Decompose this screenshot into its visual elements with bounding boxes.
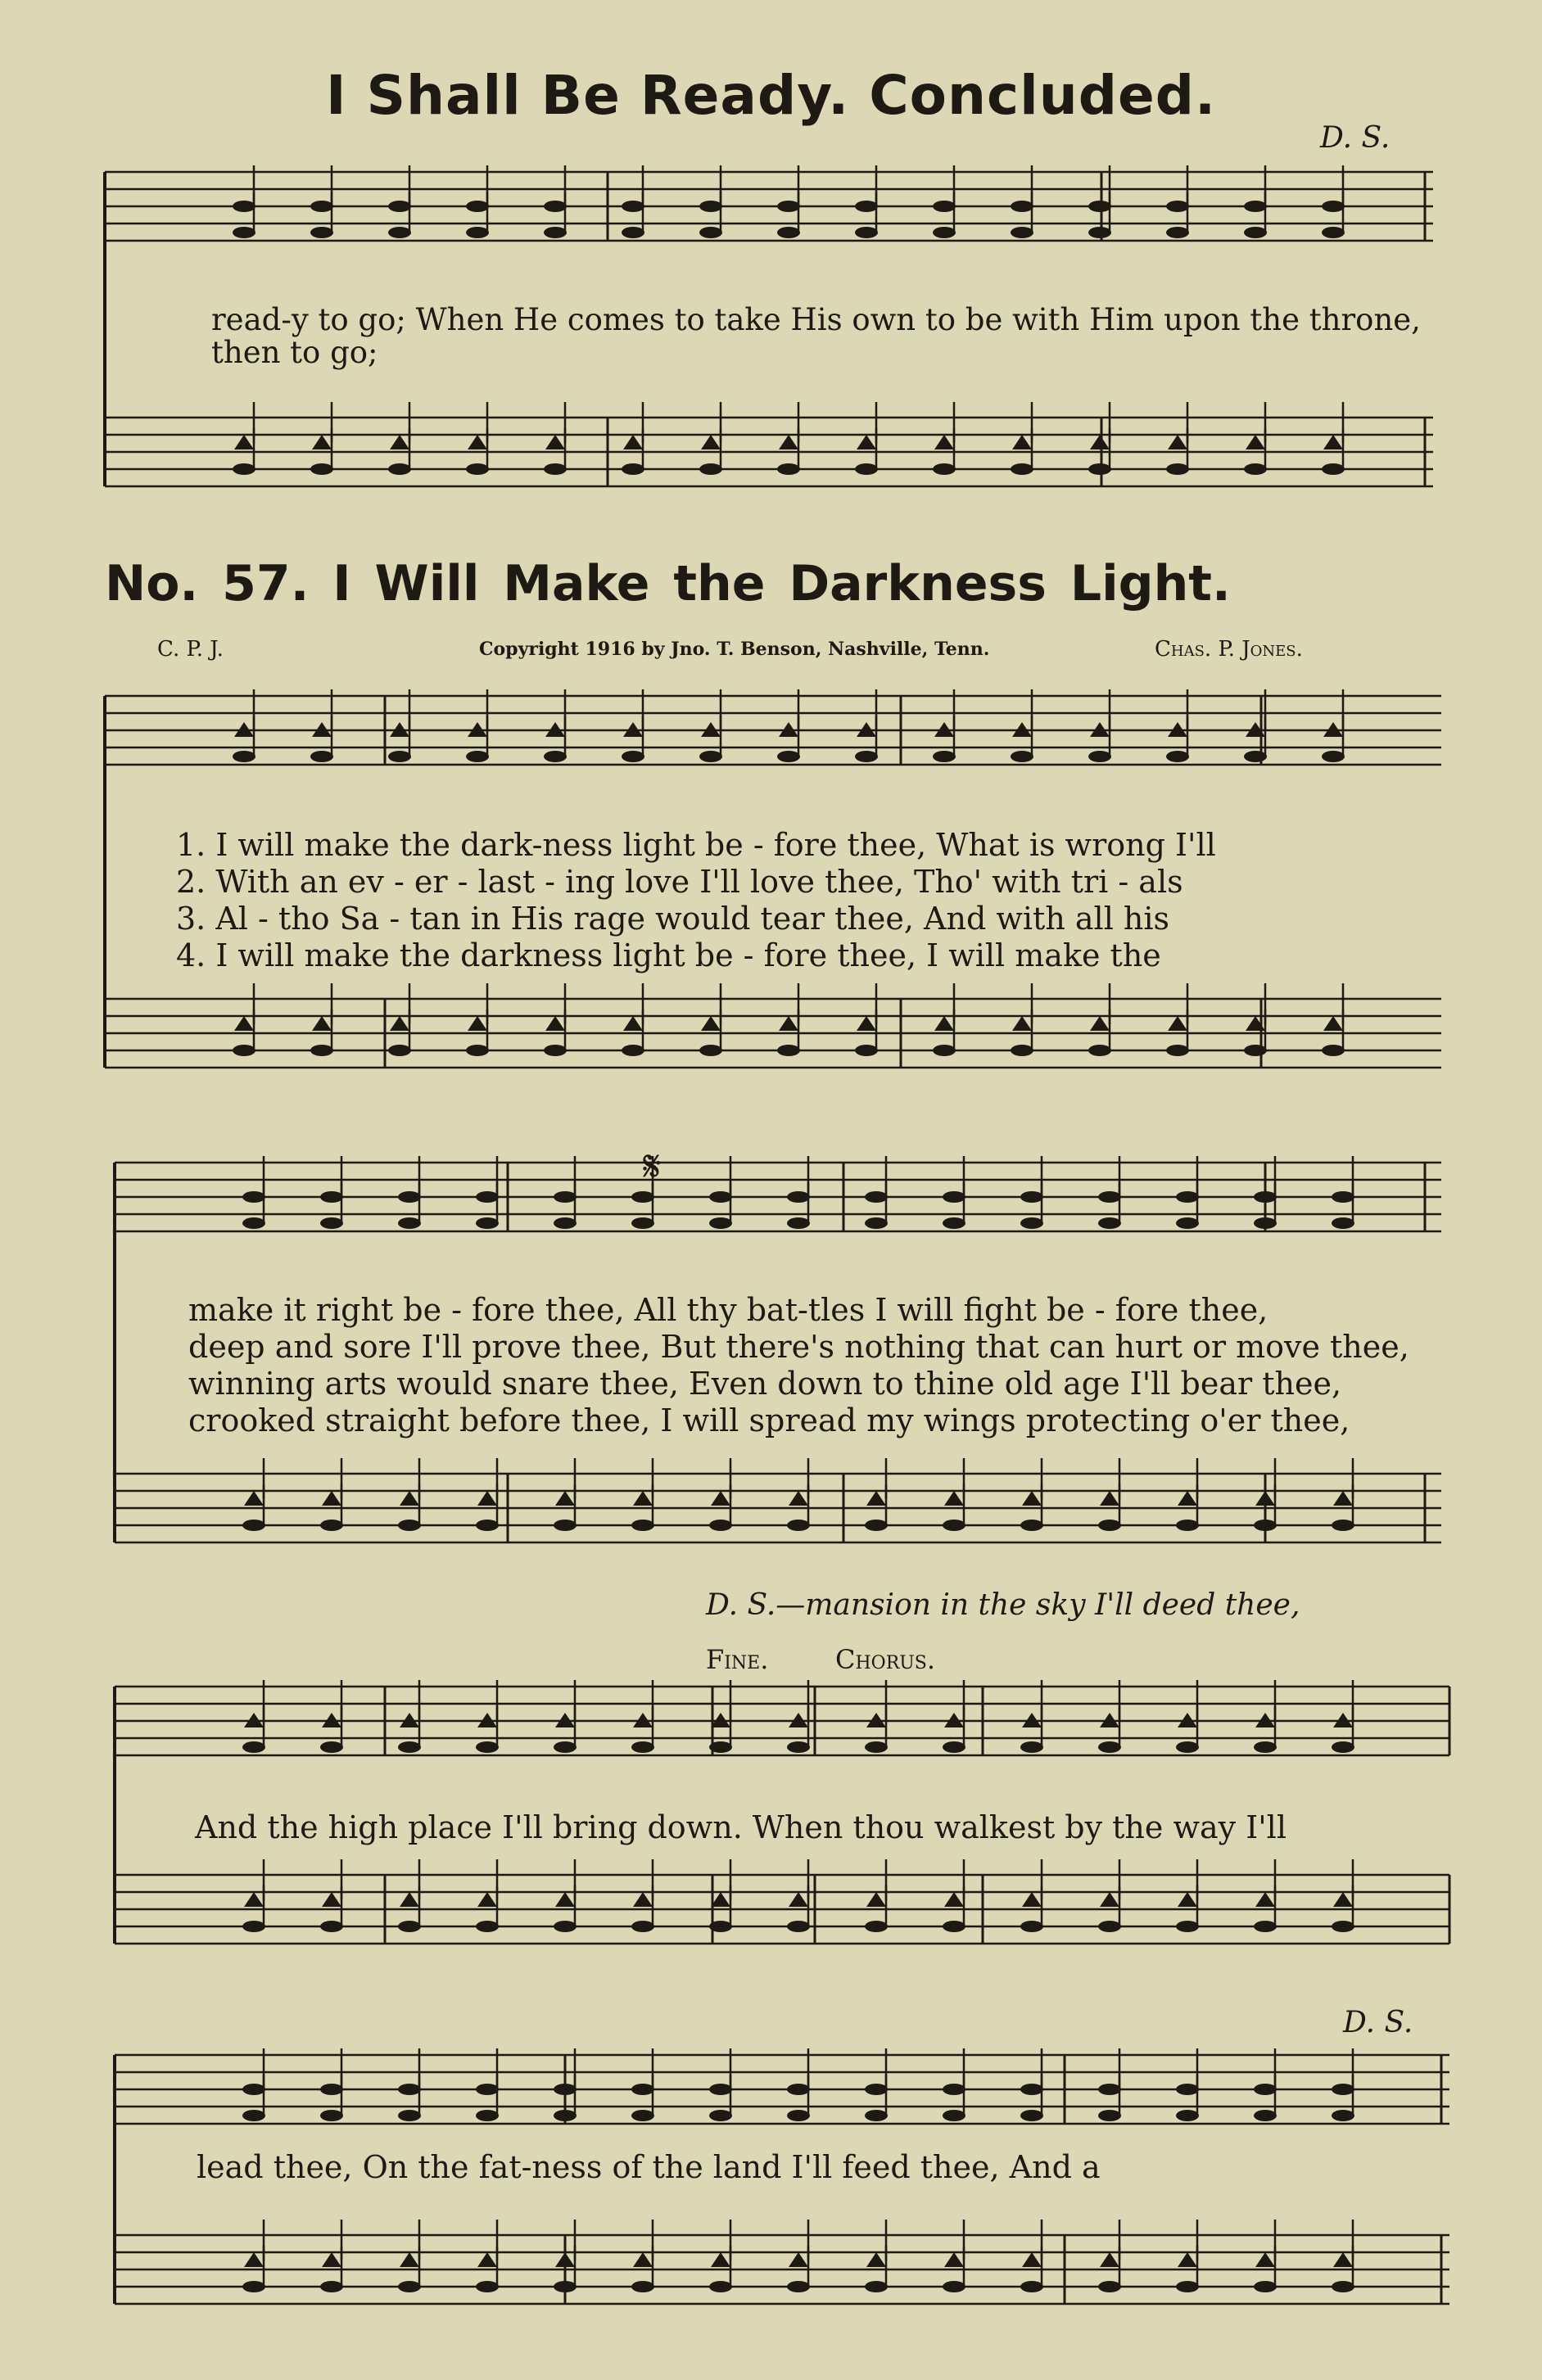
ds-marker-top: D. S.: [1320, 121, 1391, 155]
copyright-notice: Copyright 1916 by Jno. T. Benson, Nashville, Tenn.: [479, 639, 990, 660]
ds-mansion-line: D. S.—mansion in the sky I'll deed thee,: [706, 1588, 1300, 1622]
verse-4-line-b: crooked straight before thee, I will spread my wings protecting o'er thee,: [188, 1402, 1350, 1438]
composer-credit: Chas. P. Jones.: [1155, 637, 1303, 662]
chorus-label: Chorus.: [835, 1644, 936, 1675]
verse-3-line-a: 3. Al - tho Sa - tan in His rage would tear thee, And with all his: [176, 901, 1170, 937]
chorus-lyric-line-2: lead thee, On the fat-ness of the land I'll feed thee, And a: [197, 2149, 1101, 2185]
segno-sign: 𝄋: [643, 1142, 662, 1191]
verse-1-line-a: 1. I will make the dark-ness light be - fore thee, What is wrong I'll: [176, 827, 1216, 863]
verse-2-line-a: 2. With an ev - er - last - ing love I'll love thee, Tho' with tri - als: [176, 864, 1183, 900]
verse-4-line-a: 4. I will make the darkness light be - fore thee, I will make the: [176, 937, 1161, 973]
prev-lyric-line-1: read-y to go; When He comes to take His own to be with Him upon the throne,: [211, 302, 1421, 337]
song-title: No. 57. I Will Make the Darkness Light.: [105, 555, 1231, 612]
prev-lyric-line-2: then to go;: [211, 335, 378, 370]
page-title: I Shall Be Ready. Concluded.: [325, 64, 1217, 127]
chorus-lyric-line-1: And the high place I'll bring down. When thou walkest by the way I'll: [195, 1809, 1287, 1845]
fine-label: Fine.: [706, 1644, 769, 1675]
author-initials: C. P. J.: [157, 637, 224, 662]
verse-1-line-b: make it right be - fore thee, All thy bat-tles I will fight be - fore thee,: [188, 1292, 1268, 1328]
ds-marker-bottom: D. S.: [1343, 2006, 1413, 2039]
verse-2-line-b: deep and sore I'll prove thee, But there's nothing that can hurt or move thee,: [188, 1329, 1409, 1365]
verse-3-line-b: winning arts would snare thee, Even down to thine old age I'll bear thee,: [188, 1366, 1342, 1402]
